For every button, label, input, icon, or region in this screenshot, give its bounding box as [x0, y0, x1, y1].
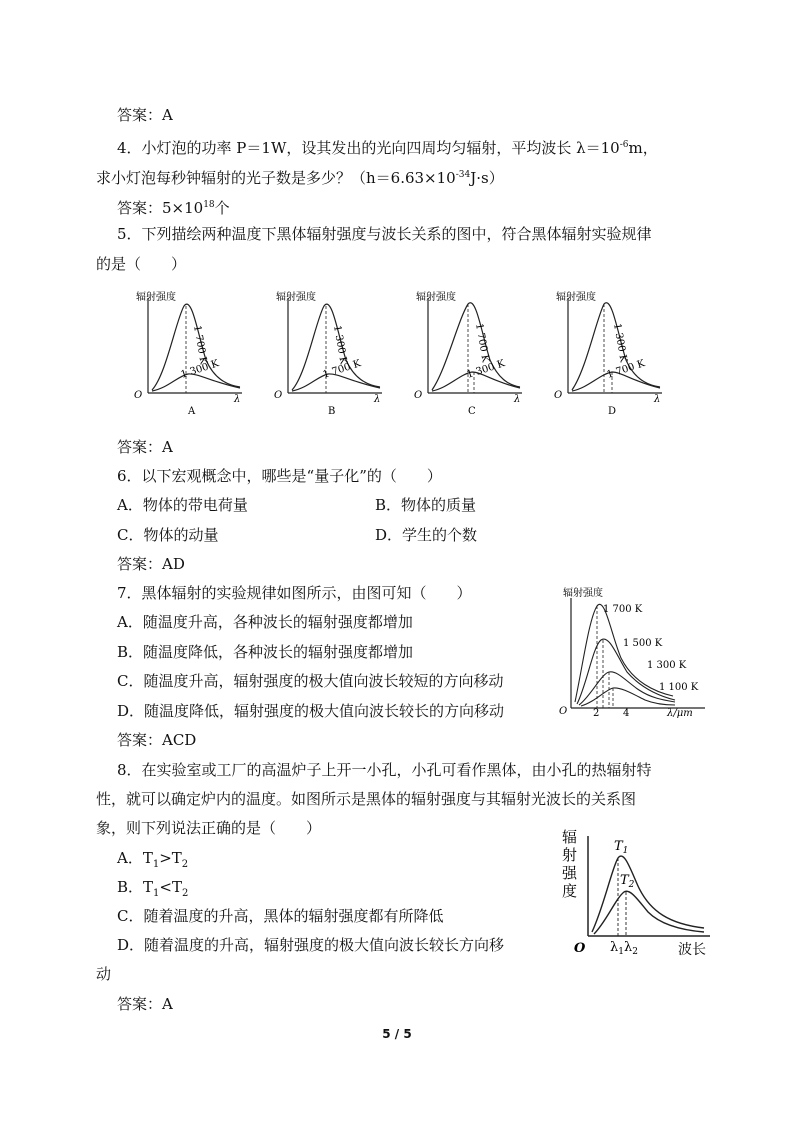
question-7: 7．黑体辐射的实验规律如图所示，由图可知（ ）	[117, 584, 472, 602]
question-6-option-d: D．学生的个数	[375, 526, 478, 544]
question-6: 6．以下宏观概念中，哪些是“量子化”的（ ）	[117, 467, 442, 485]
fig8-xlabel: 波长	[678, 942, 706, 958]
fig7-tick-4: 4	[623, 708, 630, 719]
answer-6: 答案：AD	[117, 555, 185, 573]
question-8-option-b: B．$T_1<T_2$	[117, 878, 189, 899]
panel-b-ylabel: 辐射强度	[276, 292, 316, 303]
question-8-option-d: D．随着温度的升高，辐射强度的极大值向波长较长方向移	[117, 936, 505, 954]
question-5-line1: 5．下列描绘两种温度下黑体辐射强度与波长关系的图中，符合黑体辐射实验规律	[117, 225, 652, 243]
panel-b-hot-label: 1 300 K	[331, 324, 349, 366]
panel-a-ylabel: 辐射强度	[136, 292, 176, 303]
fig7-label-1100: 1 100 K	[659, 682, 699, 693]
fig8-ylabel-2: 射	[562, 846, 578, 864]
question-7-figure	[555, 584, 710, 722]
question-4-line1: 4．小灯泡的功率 P＝1W，设其发出的光向四周均匀辐射，平均波长 $\lambda=10^{-6}m$，	[117, 139, 658, 157]
fig7-tick-2: 2	[593, 708, 600, 719]
panel-b-letter: B	[328, 406, 336, 417]
answer-8: 答案：A	[117, 995, 173, 1013]
fig8-t2-label: $T_2$	[620, 873, 635, 890]
fig7-label-1300: 1 300 K	[647, 660, 687, 671]
panel-c-letter: C	[468, 406, 476, 417]
panel-d-cold-label: 1 700 K	[605, 358, 647, 381]
panel-a-xlabel: λ	[234, 394, 241, 405]
panel-d	[554, 290, 662, 417]
fig8-curve-t1	[592, 856, 704, 932]
question-7-option-a: A．随温度升高，各种波长的辐射强度都增加	[117, 613, 413, 631]
question-7-option-c: C．随温度升高，辐射强度的极大值向波长较短的方向移动	[117, 672, 504, 690]
answer-5: 答案：A	[117, 438, 173, 456]
panel-a-cold-label: 1 300 K	[179, 358, 221, 381]
panel-b-origin: O	[274, 390, 283, 401]
question-8-line2: 性，就可以确定炉内的温度。如图所示是黑体的辐射强度与其辐射光波长的关系图	[96, 790, 637, 808]
panel-c-hot-label: 1 700 K	[473, 322, 491, 364]
answer-4: 答案：$5\times 10^{18}$个	[117, 199, 230, 217]
fig8-ylabel-1: 辐	[562, 828, 578, 846]
panel-d-xlabel: λ	[654, 394, 661, 405]
fig7-ylabel: 辐射强度	[563, 588, 603, 599]
fig8-origin: O	[574, 941, 586, 956]
panel-c-cold-label: 1 300 K	[465, 358, 507, 381]
fig8-t1-label: $T_1$	[614, 839, 629, 856]
panel-b	[274, 290, 382, 417]
panel-a	[134, 290, 242, 417]
fig8-ylabel-3: 强	[562, 864, 578, 882]
question-4-line2: 求小灯泡每秒钟辐射的光子数是多少？$(h=6.63\times 10^{-34}J\cdot s)$	[96, 169, 504, 187]
fig7-label-1700: 1 700 K	[603, 604, 643, 615]
answer-3: 答案：A	[117, 106, 173, 124]
answer-7: 答案：ACD	[117, 731, 197, 749]
panel-b-xlabel: λ	[374, 394, 381, 405]
question-8-option-a: A．$T_1>T_2$	[117, 849, 189, 870]
panel-d-hot-label: 1 300 K	[611, 322, 629, 364]
fig8-lambda1: $\lambda_1$	[610, 940, 624, 957]
question-6-option-c: C．物体的动量	[117, 526, 219, 544]
panel-b-cold-label: 1 700 K	[321, 358, 363, 381]
question-6-option-a: A．物体的带电荷量	[117, 496, 248, 514]
fig7-origin: O	[559, 706, 568, 717]
question-5-line2: 的是（ ）	[96, 255, 187, 273]
question-8-figure	[560, 824, 715, 959]
question-8-option-c: C．随着温度的升高，黑体的辐射强度都有所降低	[117, 907, 444, 925]
panel-a-hot-label: 1 700 K	[191, 324, 209, 366]
fig8-lambda2: $\lambda_2$	[624, 940, 638, 957]
question-6-option-b: B．物体的质量	[375, 496, 477, 514]
panel-d-letter: D	[608, 406, 617, 417]
panel-c-origin: O	[414, 390, 423, 401]
question-8-line3: 象，则下列说法正确的是（ ）	[96, 819, 322, 837]
panel-c-ylabel: 辐射强度	[416, 292, 456, 303]
panel-d-ylabel: 辐射强度	[556, 292, 596, 303]
panel-d-origin: O	[554, 390, 563, 401]
panel-c	[414, 290, 522, 417]
question-7-option-b: B．随温度降低，各种波长的辐射强度都增加	[117, 643, 414, 661]
page-number: 5 / 5	[382, 1027, 412, 1041]
question-7-option-d: D．随温度降低，辐射强度的极大值向波长较长的方向移动	[117, 702, 505, 720]
panel-c-xlabel: λ	[514, 394, 521, 405]
fig7-xlabel: λ/μm	[667, 708, 693, 719]
question-5-figure	[122, 280, 678, 420]
fig8-curve-t2	[594, 891, 704, 934]
question-8-option-d-cont: 动	[96, 965, 112, 983]
panel-a-letter: A	[188, 406, 196, 417]
question-8-line1: 8．在实验室或工厂的高温炉子上开一小孔，小孔可看作黑体，由小孔的热辐射特	[117, 761, 652, 779]
panel-a-origin: O	[134, 390, 143, 401]
fig8-ylabel-4: 度	[562, 882, 578, 900]
fig7-label-1500: 1 500 K	[623, 638, 663, 649]
